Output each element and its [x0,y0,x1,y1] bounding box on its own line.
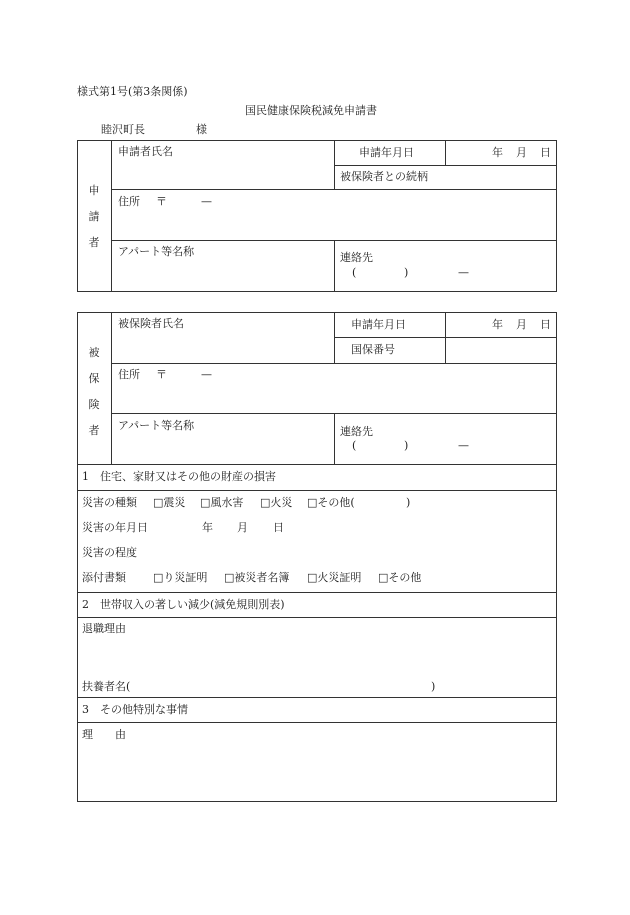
disaster-type-label: 災害の種類 [82,496,137,509]
retirement-reason-label: 退職理由 [82,622,126,635]
disaster-type-earthquake[interactable]: □震災 [153,496,186,509]
disaster-type-fire[interactable]: □火災 [260,496,293,509]
insured-apartment-label: アパート等名称 [118,419,195,432]
applicant-contact-open: ( [352,266,357,279]
attachment-disaster-certificate[interactable]: □り災証明 [153,571,208,584]
applicant-address-label: 住所 [118,195,140,208]
attachment-fire-certificate[interactable]: □火災証明 [307,571,362,584]
insured-date-day: 日 [540,318,551,331]
disaster-type-flood[interactable]: □風水害 [200,496,244,509]
addressee-honorific: 様 [196,123,207,136]
applicant-date-label: 申請年月日 [359,146,414,159]
attachment-other[interactable]: □その他 [378,571,422,584]
insured-contact-close: ) [404,439,409,452]
applicant-relation-label: 被保険者との続柄 [340,170,428,183]
disaster-type-other-close: ) [406,496,411,509]
applicant-postal-dash: — [201,195,212,208]
disaster-date-month: 月 [237,521,248,534]
applicant-apartment-label: アパート等名称 [118,245,195,258]
applicant-contact-close: ) [404,266,409,279]
insured-table [77,312,557,802]
attachment-victim-list[interactable]: □被災者名簿 [224,571,290,584]
insured-postal-dash: — [201,368,212,381]
insured-insurance-no-label: 国保番号 [351,343,395,356]
dependent-close: ) [431,680,436,693]
applicant-table [77,140,557,292]
applicant-contact-label: 連絡先 [340,251,373,264]
insured-date-month: 月 [516,318,527,331]
insured-postal-mark: 〒 [156,368,167,381]
disaster-type-other[interactable]: □その他( [307,496,355,509]
insured-name-label: 被保険者氏名 [118,317,184,330]
applicant-contact-dash: — [458,266,469,279]
addressee-office: 睦沢町長 [101,123,145,136]
insured-side-label: 被 保 険 者 [88,346,100,437]
reason-label: 理 由 [82,728,126,741]
disaster-date-label: 災害の年月日 [82,521,148,534]
applicant-date-year: 年 [492,146,503,159]
insured-contact-open: ( [352,439,357,452]
section3-heading: 3 その他特別な事情 [82,703,188,716]
applicant-date-day: 日 [540,146,551,159]
applicant-side-label: 申 請 者 [88,184,100,249]
insured-date-year: 年 [492,318,503,331]
section1-heading: 1 住宅、家財又はその他の財産の損害 [82,470,276,483]
insured-contact-dash: — [458,439,469,452]
dependent-label: 扶養者名( [82,680,131,693]
disaster-date-year: 年 [202,521,213,534]
insured-address-label: 住所 [118,368,140,381]
attachments-label: 添付書類 [82,571,126,584]
disaster-degree-label: 災害の程度 [82,546,137,559]
insured-date-label: 申請年月日 [351,318,406,331]
disaster-date-day: 日 [273,521,284,534]
applicant-date-month: 月 [516,146,527,159]
applicant-postal-mark: 〒 [156,195,167,208]
page-title: 国民健康保険税減免申請書 [245,104,377,117]
form-number: 様式第1号(第3条関係) [77,85,188,98]
applicant-name-label: 申請者氏名 [118,145,173,158]
section2-heading: 2 世帯収入の著しい減少(減免規則別表) [82,598,285,611]
insured-contact-label: 連絡先 [340,425,373,438]
